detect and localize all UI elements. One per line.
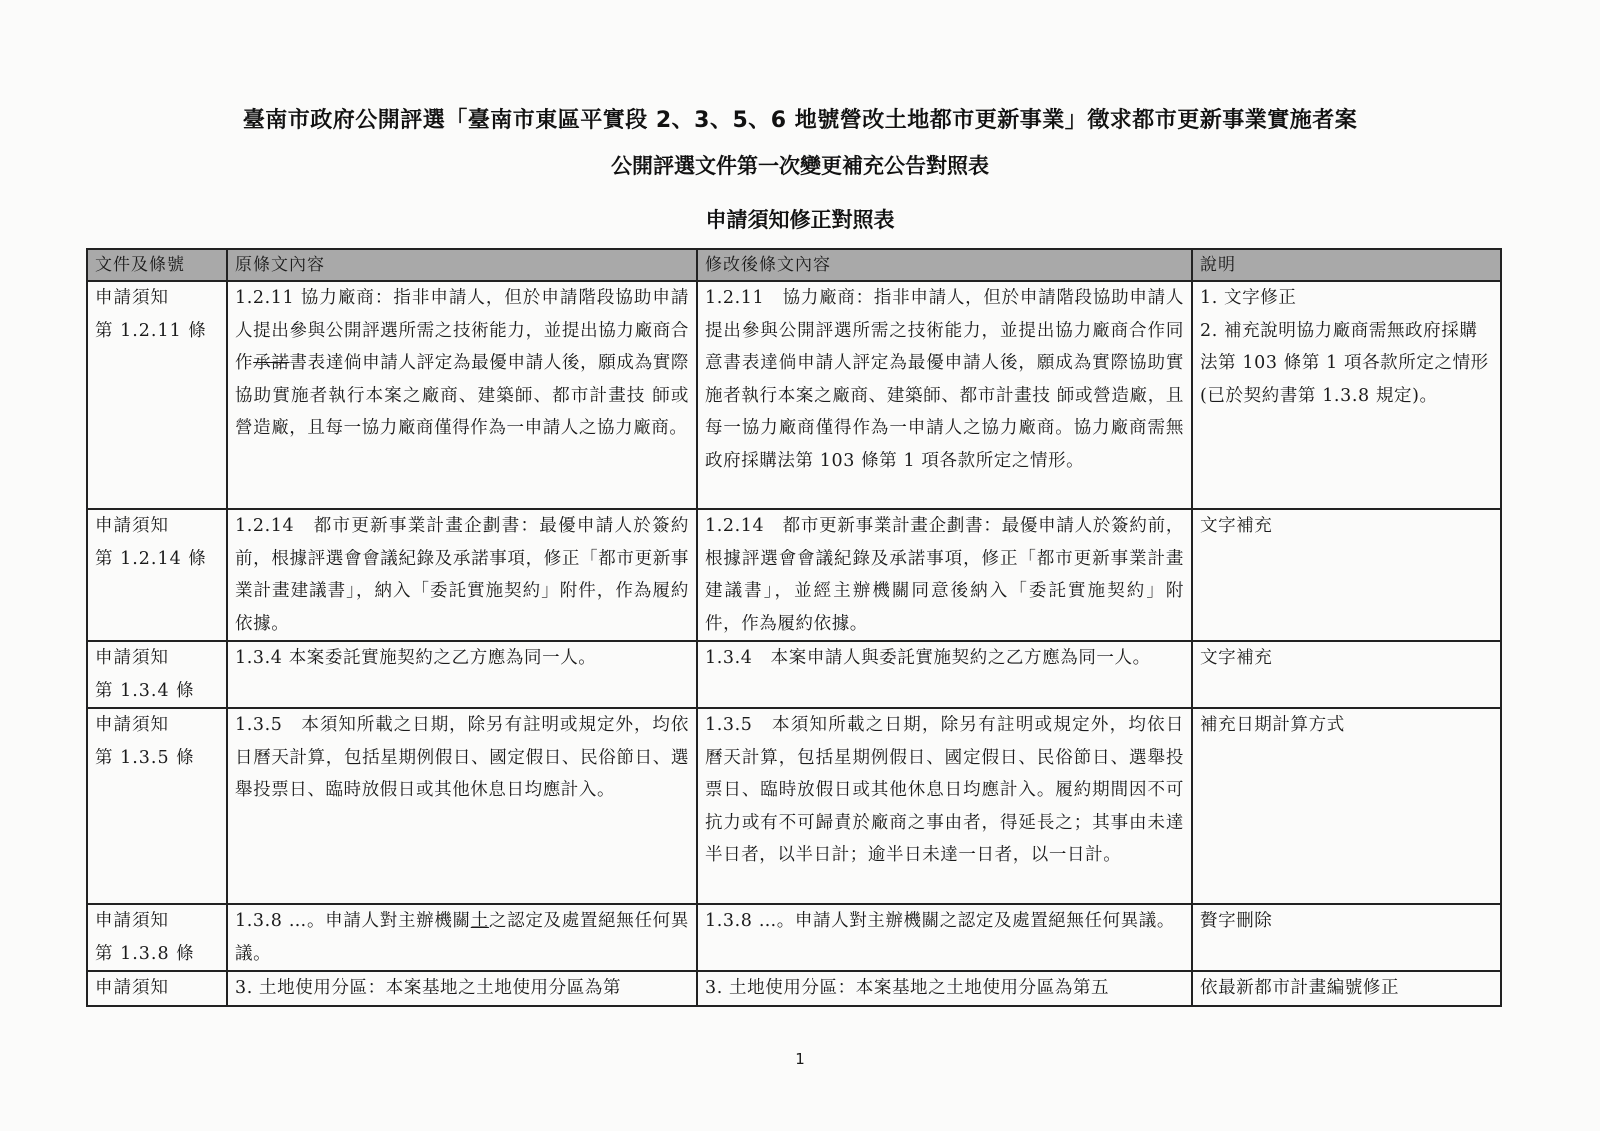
reference-clause: 第 1.3.5 條: [95, 747, 195, 768]
reference-cell: [87, 971, 227, 1006]
reference-doc: 申請須知: [95, 648, 169, 668]
revised-text-cell: 1.3.4 本案申請人與委託實施契約之乙方應為同一人。: [697, 641, 1192, 708]
revised-text-cell: 1.3.8 …。申請人對主辦機關之認定及處置絕無任何異議。: [697, 904, 1192, 971]
reference-doc: 申請須知: [95, 715, 169, 735]
reference-doc: 申請須知: [95, 911, 169, 931]
note-cell: [1192, 281, 1501, 509]
revised-text-cell: 1.3.5 本須知所載之日期，除另有註明或規定外，均依日曆天計算，包括星期例假日、國定假日、民俗節日、選舉投票日、臨時放假日或其他休息日均應計入。履約期間因不可抗力或有不可歸責於廠商之事由者，得延長之；其事由未達半日者，以半日計；逾半日未達一日者，以一日計。: [697, 708, 1192, 904]
original-text: 1.2.11 協力廠商：指非申請人，但於申請階段協助申請人提出參與公開評選所需之技術能力，並提出協力廠商合作: [235, 288, 689, 373]
note-cell: [1192, 641, 1501, 708]
note-cell: [1192, 971, 1501, 1006]
reference-cell: [87, 904, 227, 971]
original-text-cell: 1.3.5 本須知所載之日期，除另有註明或規定外，均依日曆天計算，包括星期例假日、國定假日、民俗節日、選舉投票日、臨時放假日或其他休息日均應計入。: [227, 708, 697, 904]
table-row: [87, 904, 1501, 971]
note-item: 補充日期計算方式: [1200, 715, 1345, 735]
reference-cell: [87, 641, 227, 708]
column-header-revised: 修改後條文內容: [697, 249, 1192, 281]
table-row: [87, 708, 1501, 904]
reference-doc: 申請須知: [95, 288, 169, 308]
reference-doc: 申請須知: [95, 516, 169, 536]
revised-text-cell: 1.2.11 協力廠商：指非申請人，但於申請階段協助申請人提出參與公開評選所需之技術能力，並提出協力廠商合作同意書表達倘申請人評定為最優申請人後，願成為實際協助實施者執行本案之廠商、建築師、都市計畫技 師或營造廠，且每一協力廠商僅得作為一申請人之協力廠商。協力廠商需無政府採購法第 103 條第 1 項各款所定之情形。: [697, 281, 1192, 509]
table-row: [87, 641, 1501, 708]
note-item: 1. 文字修正: [1200, 288, 1297, 308]
table-header-row: [87, 249, 1501, 281]
column-header-note: 說明: [1192, 249, 1501, 281]
note-cell: [1192, 509, 1501, 641]
note-cell: [1192, 708, 1501, 904]
comparison-table: [86, 248, 1502, 1007]
note-item: 贅字刪除: [1200, 911, 1273, 931]
table-row: [87, 509, 1501, 641]
document-subtitle: 公開評選文件第一次變更補充公告對照表: [611, 154, 989, 178]
original-text-cell: 3. 土地使用分區：本案基地之土地使用分區為第: [227, 971, 697, 1006]
original-text-cont: 之認定及處置絕無任何異議。: [235, 911, 689, 964]
reference-clause: 第 1.2.14 條: [95, 548, 207, 569]
redundant-char: 土: [470, 911, 489, 931]
reference-clause: 第 1.2.11 條: [95, 320, 207, 341]
table-row: [87, 971, 1501, 1006]
reference-cell: [87, 509, 227, 641]
note-item: 依最新都市計畫編號修正: [1200, 978, 1400, 998]
original-text-cell: 1.3.4 本案委託實施契約之乙方應為同一人。: [227, 641, 697, 708]
column-header-original: 原條文內容: [227, 249, 697, 281]
original-text-cell: 1.2.14 都市更新事業計畫企劃書：最優申請人於簽約前，根據評選會會議紀錄及承諾事項，修正「都市更新事業計畫建議書」，納入「委託實施契約」附件，作為履約依據。: [227, 509, 697, 641]
note-cell: [1192, 904, 1501, 971]
deleted-text: 承諾: [253, 353, 290, 373]
note-item: 文字補充: [1200, 516, 1273, 536]
table-row: [87, 281, 1501, 509]
original-text-cell: [227, 904, 697, 971]
document-title: 臺南市政府公開評選「臺南市東區平實段 2、3、5、6 地號營改土地都市更新事業」徵求都市更新事業實施者案: [242, 108, 1358, 133]
reference-doc: 申請須知: [95, 978, 169, 998]
revised-text-cell: 1.2.14 都市更新事業計畫企劃書：最優申請人於簽約前，根據評選會會議紀錄及承諾事項，修正「都市更新事業計畫建議書」，並經主辦機關同意後納入「委託實施契約」附件，作為履約依據。: [697, 509, 1192, 641]
note-item: 2. 補充說明協力廠商需無政府採購法第 103 條第 1 項各款所定之情形(已於契約書第 1.3.8 規定)。: [1200, 320, 1489, 406]
revised-text-cell: 3. 土地使用分區：本案基地之土地使用分區為第五: [697, 971, 1192, 1006]
column-header-reference: 文件及條號: [87, 249, 227, 281]
original-text: 1.3.8 …。申請人對主辦機關: [235, 911, 471, 931]
reference-cell: [87, 708, 227, 904]
page-number: 1: [795, 1050, 805, 1068]
reference-cell: [87, 281, 227, 509]
table-title: 申請須知修正對照表: [705, 208, 895, 232]
reference-clause: 第 1.3.8 條: [95, 943, 195, 964]
note-item: 文字補充: [1200, 648, 1273, 668]
reference-clause: 第 1.3.4 條: [95, 680, 195, 701]
original-text-cont: 書表達倘申請人評定為最優申請人後，願成為實際協助實施者執行本案之廠商、建築師、都市計畫技 師或營造廠，且每一協力廠商僅得作為一申請人之協力廠商。: [235, 353, 689, 438]
original-text-cell: [227, 281, 697, 509]
